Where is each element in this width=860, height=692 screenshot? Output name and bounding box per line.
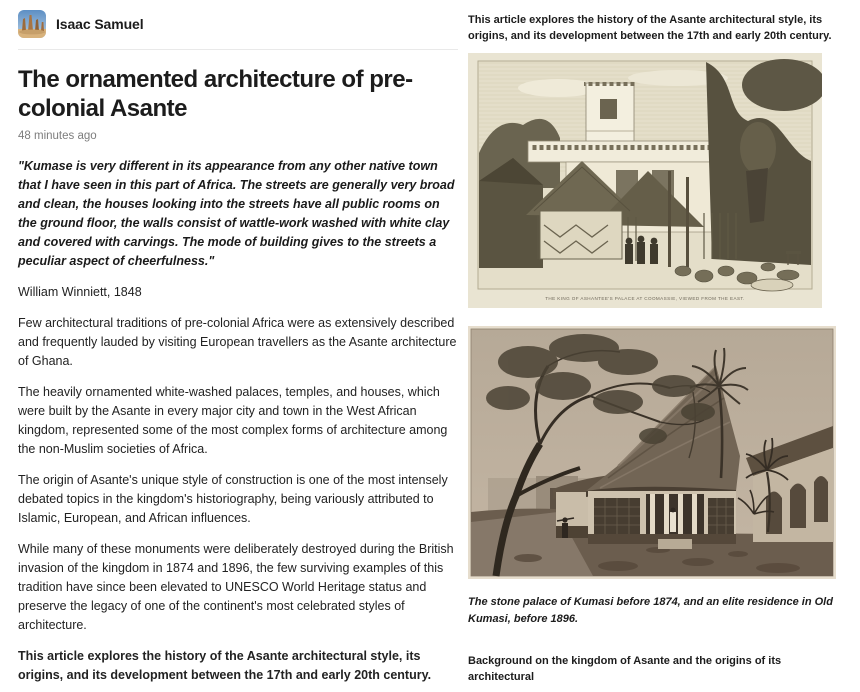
publication-avatar[interactable] (18, 10, 46, 38)
paragraph-3: The origin of Asante's unique style of construction is one of the most intensely debated topics in the kingdom's historiography, being variously attributed to Islamic, European, and African influences. (18, 473, 448, 525)
paragraph-4: While many of these monuments were deliberately destroyed during the British invasion of the kingdom in 1874 and 1896, the few surviving examples of this tradition have since been elevated to UNESCO World Heritage status and preserve the legacy of one of the continent's most celebrated styles of architecture. (18, 542, 454, 632)
intro-paragraph: This article explores the history of the Asante architectural style, its origins, and its development between the 17th and early 20th century. (468, 14, 832, 42)
next-section-heading: Background on the kingdom of Asante and the origins of its architectural (468, 655, 782, 683)
article-body-column (18, 10, 458, 685)
author-name[interactable]: Isaac Samuel (56, 16, 144, 32)
quote-attribution: William Winniett, 1848 (18, 285, 142, 299)
engraving-inset-caption: THE KING OF ASHANTEE'S PALACE AT COOMASSIE, VIEWED FROM THE EAST. (545, 296, 745, 301)
closing-paragraph: This article explores the history of the Asante architectural style, its origins, and its development between the 17th and early 20th century. (18, 649, 432, 682)
article-media-column (468, 12, 845, 685)
header-divider (18, 49, 458, 50)
post-timestamp: 48 minutes ago (18, 130, 97, 142)
paragraph-2: The heavily ornamented white-washed palaces, temples, and houses, which were built by the Asante in every major city and town in the West African kingdom, represented some of the most complex forms of architecture among the non-Muslim societies of Africa. (18, 385, 448, 456)
avatar-image (18, 10, 46, 38)
photo-old-kumasi-residence-image[interactable] (468, 326, 836, 579)
post-title: The ornamented architecture of pre-colonial Asante (18, 66, 413, 122)
block-quote: "Kumase is very different in its appearance from any other native town that I have seen in this part of Africa. The streets are generally very broad and clean, the houses looking into the streets have all public rooms on the ground floor, the walls consist of wattle-work washed with white clay and covered with carvings. The mode of building gives to the streets a peculiar aspect of cheerfulness." (18, 159, 455, 268)
paragraph-1: Few architectural traditions of pre-colonial Africa were as extensively described and frequently lauded by visiting European travellers as the Asante architecture of Ghana. (18, 316, 457, 368)
author-header[interactable] (18, 10, 458, 38)
image-caption: The stone palace of Kumasi before 1874, and an elite residence in Old Kumasi, before 1896. (468, 596, 833, 625)
engraving-kumasi-stone-palace-image[interactable] (468, 53, 822, 308)
